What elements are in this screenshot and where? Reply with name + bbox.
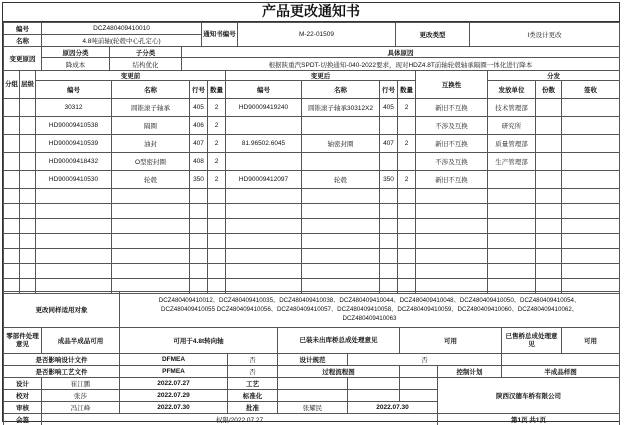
before-name: 圆锥滚子轴承: [112, 99, 190, 117]
semi-sample-label: 半成品样图: [502, 366, 620, 378]
after-qty: 2: [398, 171, 416, 189]
after-code: HD90009412097: [226, 171, 302, 189]
dept-header: 发放单位: [488, 81, 536, 99]
table-row: [4, 99, 620, 117]
dfmea: DFMEA: [120, 354, 228, 366]
stock-value: 可用: [400, 328, 502, 354]
applicable-line-2: DCZ480409410055 DCZ480409410056、DCZ480409410057、DCZ480409410058、DCZ480409410059、DCZ480409410060、DCZ480409410062、: [161, 306, 578, 313]
company-name: 陕西汉德车桥有限公司: [438, 378, 620, 414]
design-date: 2022.07.27: [120, 378, 228, 390]
design-spec-label: 设计规范: [278, 354, 348, 366]
before-line: 407: [190, 135, 208, 153]
dept: 质量管理部: [488, 135, 536, 153]
dfmea-value: 否: [228, 354, 278, 366]
before-line-header: 行号: [190, 81, 208, 99]
before-name: 油封: [112, 135, 190, 153]
after-code: [226, 117, 302, 135]
interchange: 不涉及互换: [416, 117, 488, 135]
after-code: 81.96502.6045: [226, 135, 302, 153]
applicable-label: 更改同样适用对象: [4, 292, 120, 328]
type-label: 更改类型: [396, 23, 470, 47]
changes-table: [3, 70, 620, 294]
notice-label: 通知书编号: [202, 23, 238, 47]
page-indicator: 第1页 共1页: [438, 414, 620, 425]
sold-value: 可用: [562, 328, 620, 354]
applicable-line-1: DCZ480409410012、DCZ480409410035、DCZ480409410038、DCZ480409410044、DCZ480409410048、DCZ480409410050、DCZ480409410054、: [158, 297, 581, 304]
dept: 技术管理部: [488, 99, 536, 117]
id-label: 编号: [4, 23, 42, 35]
after-code-header: 编号: [226, 81, 302, 99]
flow-chart-label: 过程流程图: [278, 366, 400, 378]
table-row: [4, 171, 620, 189]
interchange-label: 互换性: [416, 71, 488, 99]
after-label: 变更后: [226, 71, 416, 81]
after-code: [226, 153, 302, 171]
signoff-table: [3, 377, 620, 425]
before-qty-header: 数量: [208, 81, 226, 99]
before-code: 30312: [36, 99, 112, 117]
approver-name: 张耀民: [278, 402, 348, 414]
after-line: [380, 153, 398, 171]
after-line: 407: [380, 135, 398, 153]
applicable-line-3: DCZ480409410063: [342, 315, 397, 322]
before-line: 405: [190, 99, 208, 117]
notice-value: M-22-01509: [238, 23, 396, 47]
reviewer-name: 冯江峰: [42, 402, 120, 414]
designer-name: 崔江鹏: [42, 378, 120, 390]
checker-name: 张莎: [42, 390, 120, 402]
reason-detail-value: 根据陕重汽SPDT-切换通知-040-2022要求，现对HDZ4.8T前轴轮毂轴承隔圈一体化进行降本: [182, 58, 620, 71]
reason-subtype-label: 子分类: [110, 47, 182, 58]
semi-label: 成品半成品可用: [42, 328, 120, 354]
sign-header: 签收: [562, 81, 620, 99]
copies-header: 份数: [536, 81, 562, 99]
reason-detail-label: 具体原因: [182, 47, 620, 58]
after-line: [380, 117, 398, 135]
interchange: 新旧不互换: [416, 99, 488, 117]
semi-value: 可用于4.8t转向轴: [120, 328, 278, 354]
after-qty: [398, 117, 416, 135]
header-table: [3, 22, 620, 47]
control-plan-label: 控制计划: [438, 366, 502, 378]
before-code: HD90009410539: [36, 135, 112, 153]
distribution-label: 分发: [488, 71, 620, 81]
dept: [488, 171, 536, 189]
after-name: [302, 153, 380, 171]
approve-date: 2022.07.30: [348, 402, 438, 414]
before-name-header: 名称: [112, 81, 190, 99]
handling-table: [3, 327, 620, 378]
col-level: 层级: [20, 71, 36, 99]
change-notice-document: [2, 2, 620, 422]
reason-type-value: 降成本: [42, 58, 110, 71]
interchange: 不涉及互换: [416, 153, 488, 171]
dept: 研究所: [488, 117, 536, 135]
before-code-header: 编号: [36, 81, 112, 99]
interchange: 新旧不互换: [416, 171, 488, 189]
parts-handling-label: 零部件处理意见: [4, 328, 42, 354]
design-label: 设计: [4, 378, 42, 390]
after-name-header: 名称: [302, 81, 380, 99]
before-qty: 2: [208, 117, 226, 135]
before-line: 350: [190, 171, 208, 189]
after-line: 350: [380, 171, 398, 189]
table-row: [4, 135, 620, 153]
after-qty-header: 数量: [398, 81, 416, 99]
type-value: I类设计更改: [470, 23, 620, 47]
before-code: HD90009410530: [36, 171, 112, 189]
countersign-label: 会签: [4, 414, 42, 425]
after-qty: 2: [398, 99, 416, 117]
check-label: 校对: [4, 390, 42, 402]
table-row: [4, 153, 620, 171]
craft-label: 工艺: [228, 378, 278, 390]
stock-label: 已装未出库桥总成处理意见: [278, 328, 400, 354]
before-code: HD90009410538: [36, 117, 112, 135]
after-line: 405: [380, 99, 398, 117]
countersign-value: 权限/2022.07.27: [42, 414, 438, 425]
before-qty: 2: [208, 99, 226, 117]
review-date: 2022.07.30: [120, 402, 228, 414]
design-spec-value: 否: [348, 354, 502, 366]
approve-label: 批准: [228, 402, 278, 414]
before-name: 轮毂: [112, 171, 190, 189]
after-name: 轴密封圈: [302, 135, 380, 153]
pfmea-value: 否: [228, 366, 278, 378]
before-name: O型密封圈: [112, 153, 190, 171]
interchange: 新旧不互换: [416, 135, 488, 153]
after-name: 圆锥滚子轴承30312X2: [302, 99, 380, 117]
standardization-label: 标准化: [228, 390, 278, 402]
process-impact-label: 是否影响工艺文件: [4, 366, 120, 378]
before-qty: 2: [208, 171, 226, 189]
after-name: 轮毂: [302, 171, 380, 189]
pfmea: PFMEA: [120, 366, 228, 378]
before-line: 406: [190, 117, 208, 135]
table-row: [4, 117, 620, 135]
dept: 生产管理部: [488, 153, 536, 171]
sold-label: 已售桥总成处理意见: [502, 328, 562, 354]
reason-type-label: 原因分类: [42, 47, 110, 58]
reason-table: [3, 46, 620, 71]
id-value: DCZ480409410010: [42, 23, 202, 35]
after-code: HD90009419240: [226, 99, 302, 117]
before-qty: 2: [208, 153, 226, 171]
after-qty: 2: [398, 135, 416, 153]
after-name: [302, 117, 380, 135]
before-label: 变更前: [36, 71, 226, 81]
design-impact-label: 是否影响设计文件: [4, 354, 120, 366]
after-qty: [398, 153, 416, 171]
col-group: 分组: [4, 71, 20, 99]
reason-subtype-value: 结构优化: [110, 58, 182, 71]
name-label: 名称: [4, 35, 42, 47]
check-date: 2022.07.29: [120, 390, 228, 402]
before-code: HD90009418432: [36, 153, 112, 171]
applicable-table: [3, 291, 620, 328]
reason-section-label: 变更原因: [4, 47, 42, 71]
after-line-header: 行号: [380, 81, 398, 99]
before-name: 隔圈: [112, 117, 190, 135]
review-label: 审核: [4, 402, 42, 414]
document-title: 产品更改通知书: [3, 3, 619, 22]
before-line: 408: [190, 153, 208, 171]
name-value: 4.8吨前轴(轮毂中心孔定心): [42, 35, 202, 47]
before-qty: 2: [208, 135, 226, 153]
